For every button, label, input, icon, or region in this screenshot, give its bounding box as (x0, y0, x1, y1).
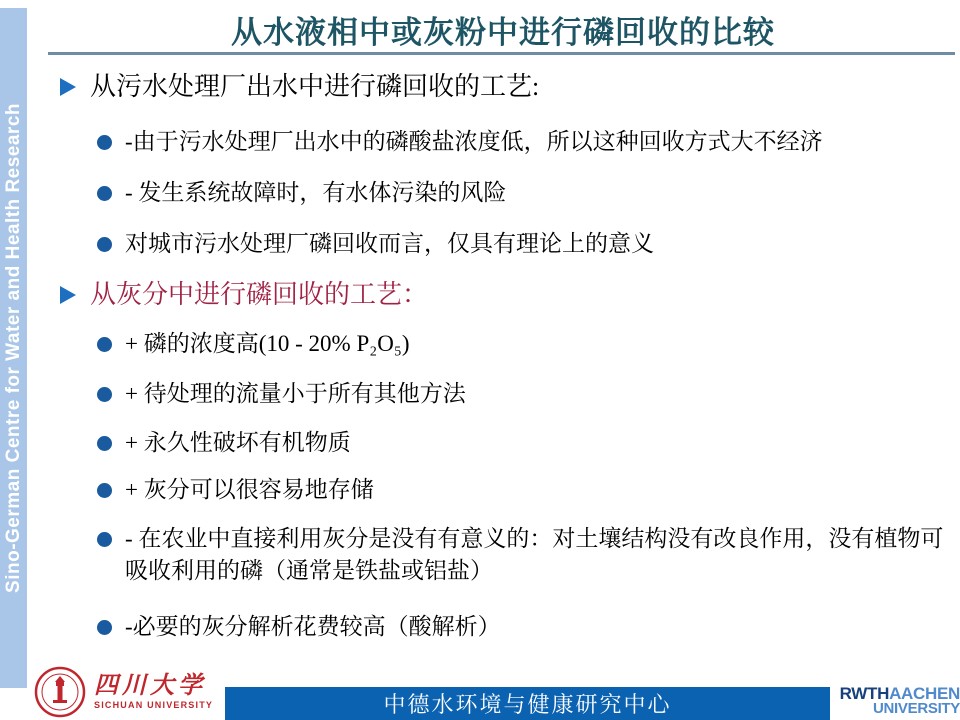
section-1-heading-row (60, 70, 952, 104)
triangle-bullet-icon (60, 286, 76, 304)
sichuan-university-logo (34, 666, 213, 718)
sidebar (0, 8, 27, 688)
list-item-text: 对城市污水处理厂磷回收而言，仅具有理论上的意义 (125, 231, 654, 256)
list-item-text: - 在农业中直接利用灰分是没有有意义的：对土壤结构没有改良作用，没有植物可吸收利用的磷（通常是铁盐或铝盐） (125, 526, 944, 583)
sichuan-university-seal-icon (34, 666, 86, 718)
section-heading: 从灰分中进行磷回收的工艺： (90, 280, 429, 309)
section-heading: 从污水处理厂出水中进行磷回收的工艺: (90, 72, 540, 101)
circle-bullet-icon (97, 532, 112, 547)
list-item (97, 177, 952, 209)
rwth-logo-university: UNIVERSITY (872, 700, 960, 717)
circle-bullet-icon (97, 135, 112, 150)
list-item-text: + 灰分可以很容易地存储 (125, 477, 374, 502)
list-item-text: - 发生系统故障时，有水体污染的风险 (125, 180, 507, 205)
triangle-bullet-icon (60, 78, 76, 96)
circle-bullet-icon (97, 387, 112, 402)
title-divider (48, 52, 955, 55)
list-item (97, 378, 952, 410)
circle-bullet-icon (97, 620, 112, 635)
footer-center-text: 中德水环境与健康研究中心 (383, 692, 672, 717)
slide-body (60, 62, 952, 643)
list-item (97, 474, 952, 506)
list-item-text: -必要的灰分解析花费较高（酸解析） (125, 614, 501, 639)
list-item (97, 611, 952, 643)
list-item (97, 328, 952, 360)
circle-bullet-icon (97, 237, 112, 252)
footer-banner (225, 687, 830, 720)
list-item-text: + 待处理的流量小于所有其他方法 (125, 381, 466, 406)
list-item (97, 523, 952, 587)
circle-bullet-icon (97, 483, 112, 498)
sidebar-title: Sino-German Centre for Water and Health Research (2, 103, 24, 593)
list-item-text: + 磷的浓度高(10 - 20% P₂O₅) (125, 331, 410, 356)
sichuan-university-name-cn: 四川大学 (94, 673, 206, 699)
circle-bullet-icon (97, 186, 112, 201)
page-title: 从水液相中或灰粉中进行磷回收的比较 (231, 15, 775, 50)
sichuan-university-name-en: SICHUAN UNIVERSITY (94, 700, 214, 710)
rwth-logo-aachen: AACHEN (889, 684, 960, 703)
list-item-text: + 永久性破坏有机物质 (125, 430, 351, 455)
rwth-aachen-logo (832, 686, 960, 716)
rwth-logo-rwth: RWTH (839, 684, 890, 703)
list-item (97, 228, 952, 260)
circle-bullet-icon (97, 337, 112, 352)
list-item-text: -由于污水处理厂出水中的磷酸盐浓度低，所以这种回收方式大不经济 (125, 129, 823, 154)
section-2-heading-row (60, 278, 952, 312)
list-item (97, 126, 952, 158)
list-item (97, 427, 952, 459)
circle-bullet-icon (97, 436, 112, 451)
